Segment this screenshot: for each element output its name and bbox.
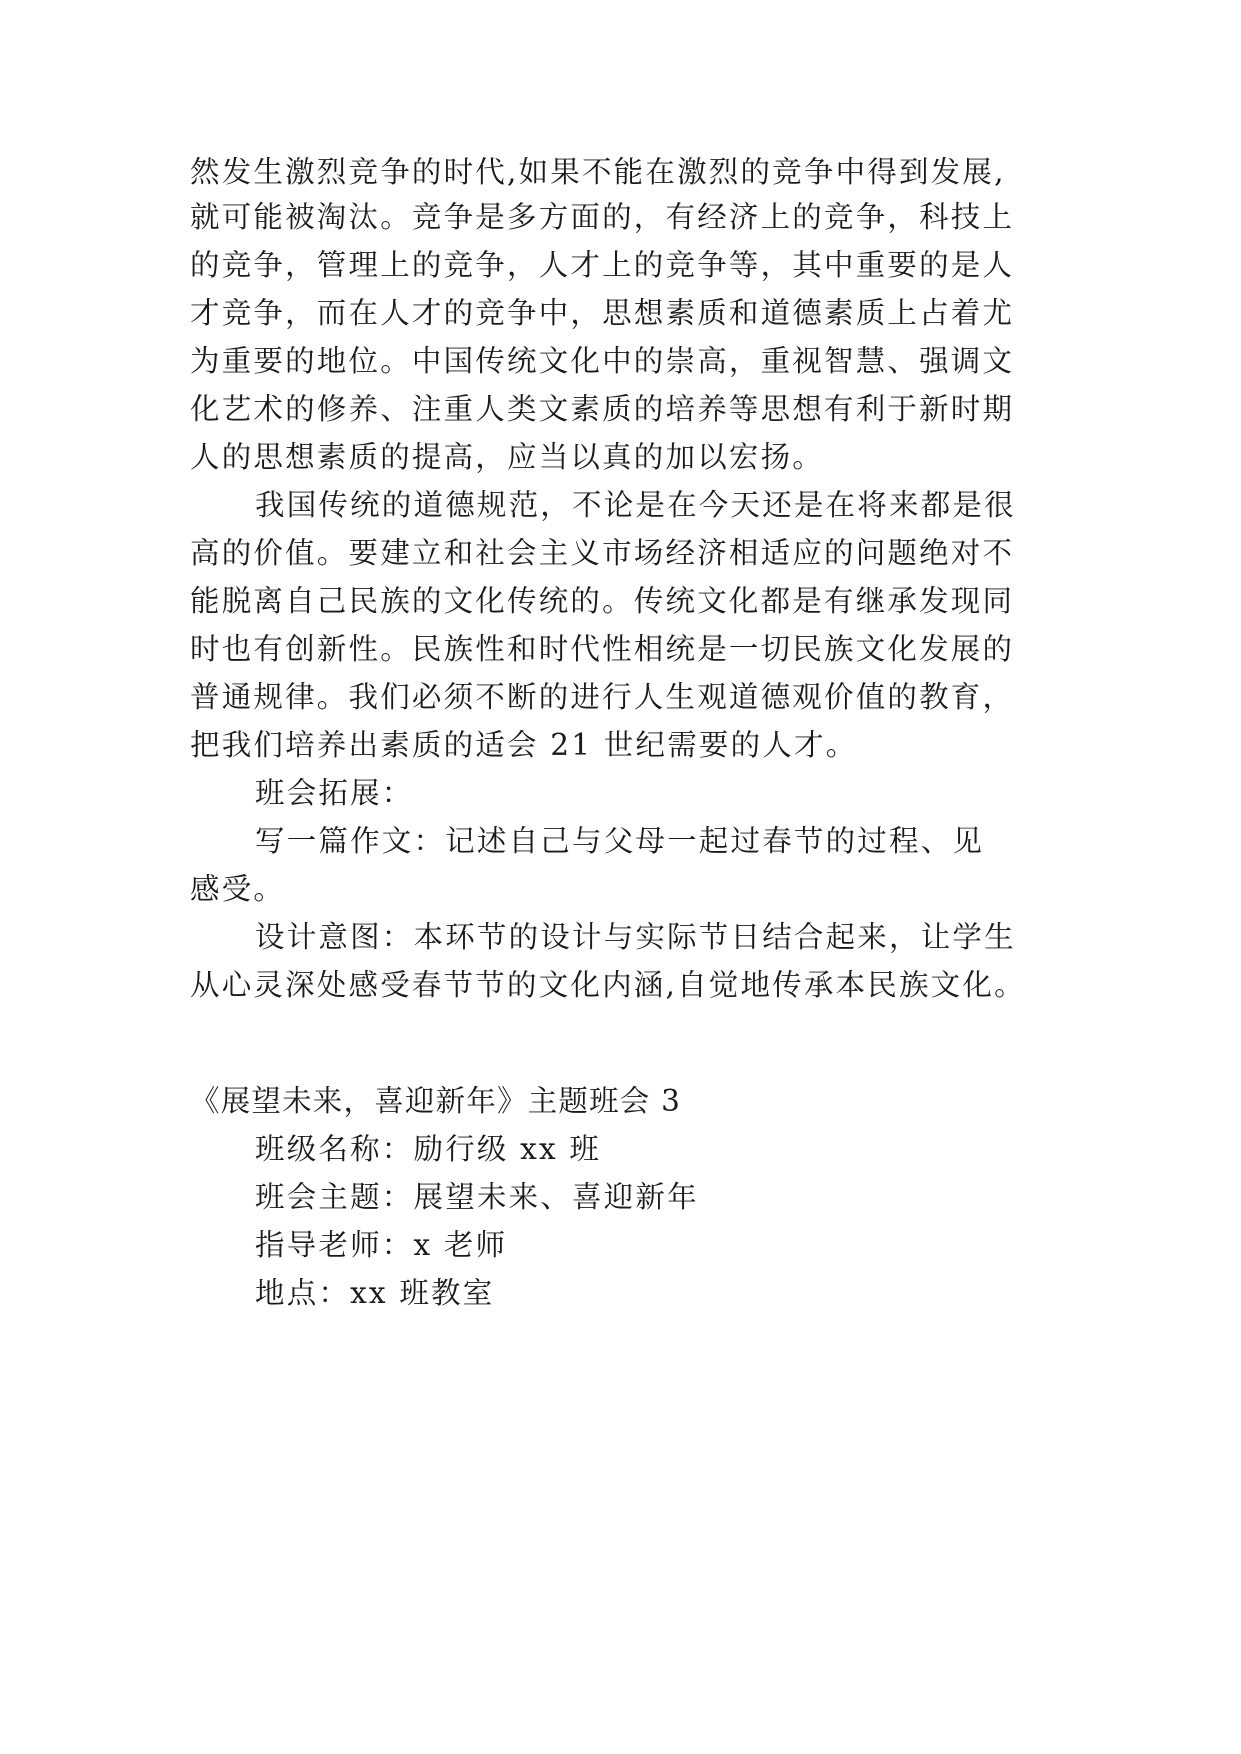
paragraph-first-line: 设计意图：本环节的设计与实际节日结合起来，让学生 [255, 920, 1016, 954]
paragraph-line: 的竞争，管理上的竞争，人才上的竞争等，其中重要的是人 [190, 248, 1015, 282]
paragraph-line: 为重要的地位。中国传统文化中的崇高，重视智慧、强调文 [190, 344, 1015, 378]
paragraph-line: 然发生激烈竞争的时代,如果不能在激烈的竞争中得到发展, [190, 155, 1006, 189]
paragraph-line: 普通规律。我们必须不断的进行人生观道德观价值的教育， [190, 680, 1015, 714]
paragraph-line: 高的价值。要建立和社会主义市场经济相适应的问题绝对不 [190, 536, 1015, 570]
paragraph-line: 人的思想素质的提高，应当以真的加以宏扬。 [190, 440, 825, 474]
paragraph-line: 感受。 [190, 872, 286, 906]
paragraph-first-line: 写一篇作文：记述自己与父母一起过春节的过程、见 [255, 824, 985, 858]
paragraph-first-line: 我国传统的道德规范，不论是在今天还是在将来都是很 [255, 488, 1016, 522]
extension-label: 班会拓展： [255, 776, 414, 810]
paragraph-line: 就可能被淘汰。竞争是多方面的，有经济上的竞争，科技上 [190, 200, 1015, 234]
class-name-field: 班级名称：励行级 xx 班 [255, 1132, 602, 1166]
class-theme-field: 班会主题：展望未来、喜迎新年 [255, 1180, 699, 1214]
teacher-field: 指导老师：x 老师 [255, 1228, 508, 1262]
paragraph-line: 才竞争，而在人才的竞争中，思想素质和道德素质上占着尤 [190, 296, 1015, 330]
paragraph-line: 从心灵深处感受春节节的文化内涵,自觉地传承本民族文化。 [190, 968, 1026, 1002]
section-title: 《展望未来，喜迎新年》主题班会 3 [190, 1084, 682, 1118]
paragraph-line: 能脱离自己民族的文化传统的。传统文化都是有继承发现同 [190, 584, 1015, 618]
paragraph-line: 化艺术的修养、注重人类文素质的培养等思想有利于新时期 [190, 392, 1015, 426]
location-field: 地点：xx 班教室 [255, 1276, 495, 1310]
paragraph-line: 把我们培养出素质的适会 21 世纪需要的人才。 [190, 728, 858, 762]
paragraph-line: 时也有创新性。民族性和时代性相统是一切民族文化发展的 [190, 632, 1015, 666]
